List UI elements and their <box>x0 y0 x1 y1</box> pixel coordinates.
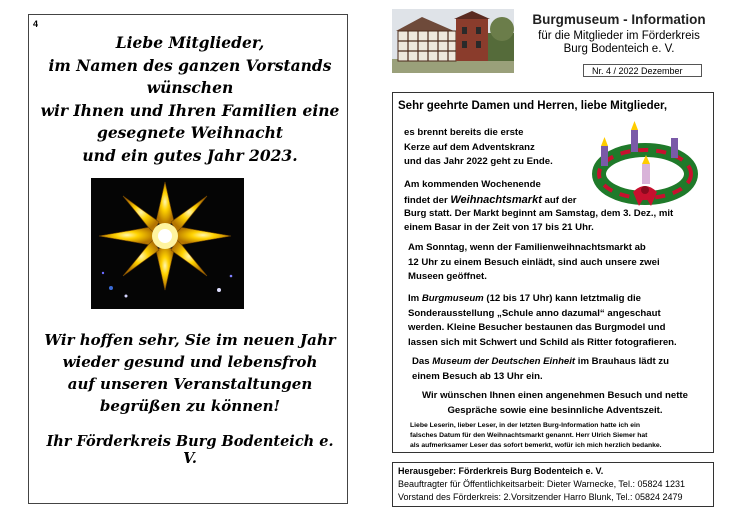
correction-note <box>410 421 710 451</box>
paragraph-wishes <box>400 389 710 418</box>
text-line: es brennt bereits die erste <box>404 127 524 138</box>
castle-photo <box>392 9 514 73</box>
paragraph-sunday <box>408 241 708 285</box>
text-span: (12 bis 17 Uhr) kann letztmalig die <box>483 293 641 304</box>
greeting-line: und ein gutes Jahr 2023. <box>82 145 298 165</box>
hope-line: begrüßen zu können! <box>99 397 281 415</box>
text-line: und das Jahr 2022 geht zu Ende. <box>404 156 553 167</box>
paragraph-candle <box>404 126 574 170</box>
publisher-line: Herausgeber: Förderkreis Burg Bodenteich e. V. <box>398 466 604 476</box>
hope-line: auf unseren Veranstaltungen <box>67 375 313 393</box>
text-line: Kerze auf dem Adventskranz <box>404 141 535 153</box>
text-span: findet der <box>404 195 451 206</box>
text-line: Sonderausstellung „Schule anno dazumal“ angeschaut <box>408 307 661 319</box>
hope-line: Wir hoffen sehr, Sie im neuen Jahr <box>44 331 336 349</box>
text-line: Am Sonntag, wenn der Familienweihnachtsmarkt ab <box>408 242 646 253</box>
text-line: Liebe Leserin, lieber Leser, in der letzten Burg-Information hatte ich ein <box>410 422 641 429</box>
weihnachtsmarkt-emphasis: Weihnachtsmarkt <box>450 194 542 206</box>
issue-label: Nr. 4 / 2022 Dezember <box>583 64 702 77</box>
text-span: auf der <box>541 195 577 206</box>
text-line <box>412 355 712 370</box>
text-line: Gespräche sowie eine besinnliche Adventszeit. <box>447 404 663 416</box>
greeting-line: im Namen des ganzen Vorstands <box>48 55 332 75</box>
salutation: Sehr geehrte Damen und Herren, liebe Mitglieder, <box>398 100 668 112</box>
text-line: 12 Uhr zu einem Besuch einlädt, sind auch unsere zwei <box>408 256 660 268</box>
text-line: Wir wünschen Ihnen einen angenehmen Besuch und nette <box>422 390 688 401</box>
greeting-line: wünschen <box>146 78 234 97</box>
museum-emphasis: Museum der Deutschen Einheit <box>432 356 576 367</box>
hope-line: wieder gesund und lebensfroh <box>62 353 318 371</box>
greeting-line: Liebe Mitglieder, <box>115 33 265 52</box>
greeting-line: wir Ihnen und Ihren Familien eine <box>40 100 340 120</box>
greeting-line: gesegnete Weihnacht <box>96 123 283 142</box>
text-line: werden. Kleine Besucher bestaunen das Burgmodel und <box>408 322 666 333</box>
paragraph-market-line4: einem Basar in der Zeit von 17 bis 21 Uhr. <box>404 222 594 233</box>
text-line: einem Besuch ab 13 Uhr ein. <box>412 370 543 382</box>
text-line: falsches Datum für den Weihnachtsmarkt genannt. Herr Ulrich Siemer hat <box>410 432 648 439</box>
text-span: Im <box>408 293 422 304</box>
paragraph-einheit <box>412 355 712 384</box>
paragraph-market-line3: Burg statt. Der Markt beginnt am Samstag, dem 3. Dez., mit <box>404 208 674 219</box>
board-contact-line: Vorstand des Förderkreis: 2.Vorsitzender Harro Blunk, Tel.: 05824 2479 <box>398 492 683 502</box>
burgmuseum-emphasis: Burgmuseum <box>421 293 484 304</box>
pr-contact-line: Beauftragter für Öffentlichkeitsarbeit: Dieter Warnecke, Tel.: 05824 1231 <box>398 479 685 489</box>
christmas-star-photo <box>91 178 244 309</box>
text-line: lassen sich mit Schwert und Schild als Ritter fotografieren. <box>408 336 677 348</box>
paragraph-burgmuseum <box>408 292 714 350</box>
page-number: 4 <box>33 19 39 29</box>
text-line <box>408 292 714 307</box>
paragraph-market-start: Am kommenden Wochenende <box>404 179 541 190</box>
newsletter-subtitle: für die Mitglieder im Förderkreis <box>538 30 700 42</box>
text-line: als aufmerksamer Leser das sofort bemerkt, wofür ich mich herzlich bedanke. <box>410 442 662 449</box>
text-span: im Brauhaus lädt zu <box>575 356 669 367</box>
text-span: Das <box>412 356 433 367</box>
text-line: Museen geöffnet. <box>408 271 487 282</box>
newsletter-title: Burgmuseum - Information <box>532 12 706 27</box>
hope-block <box>40 329 340 417</box>
signature: Ihr Förderkreis Burg Bodenteich e. V. <box>46 433 334 467</box>
greeting-block <box>40 32 340 167</box>
newsletter-subtitle-org: Burg Bodenteich e. V. <box>563 43 675 55</box>
